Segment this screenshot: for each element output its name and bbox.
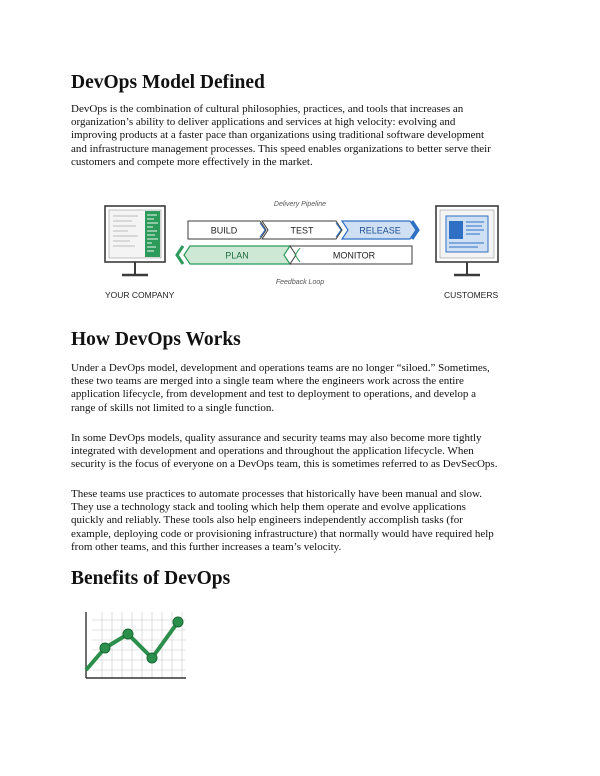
customers-monitor-icon — [436, 206, 498, 275]
chart-point — [123, 629, 133, 639]
customers-caption: CUSTOMERS — [444, 290, 499, 300]
text-line: application lifecycle, from development and test to deployment to operations, and develop a — [71, 388, 477, 401]
chart-point — [100, 643, 110, 653]
text-line: Under a DevOps model, development and operations teams are no longer “siloed.” Sometimes, — [71, 362, 490, 374]
company-caption: YOUR COMPANY — [105, 290, 175, 300]
paragraph-works-2 — [71, 432, 541, 472]
text-line: from other teams, and this further increases a team’s velocity. — [71, 540, 342, 553]
text-line: quickly and reliably. These tools also help engineers independently accomplish tasks (for — [71, 514, 463, 527]
text-line: and infrastructure management processes. This speed enables organizations to better serve their — [71, 142, 491, 155]
devops-pipeline-diagram — [100, 194, 500, 306]
paragraph-model — [71, 103, 541, 169]
pipeline-label: Delivery Pipeline — [273, 201, 327, 208]
paragraph-works-3 — [71, 488, 541, 554]
text-line: customers and compete more effectively in the market. — [71, 155, 313, 168]
text-line: In some DevOps models, quality assurance and security teams may also become more tightly — [71, 432, 482, 444]
text-line: security is the focus of everyone on a DevOps team, this is sometimes referred to as DevSecOps. — [71, 458, 498, 471]
company-monitor-icon — [105, 206, 165, 275]
feedback-loop — [177, 246, 412, 264]
text-line: These teams use practices to automate processes that historically have been manual and slow. — [71, 488, 483, 500]
text-line: DevOps is the combination of cultural philosophies, practices, and tools that increases an — [71, 103, 464, 115]
heading-benefits-of-devops: Benefits of DevOps — [71, 568, 231, 589]
heading-how-devops-works: How DevOps Works — [71, 329, 241, 350]
growth-chart-icon — [82, 610, 188, 682]
chart-point — [173, 617, 183, 627]
text-line: example, deploying code or provisioning infrastructure) that normally would have required help — [71, 527, 494, 540]
chart-point — [147, 653, 157, 663]
build-label: BUILD — [210, 225, 238, 236]
feedback-label: Feedback Loop — [275, 279, 325, 286]
test-label: TEST — [290, 225, 314, 236]
release-label: RELEASE — [359, 225, 401, 236]
delivery-pipeline — [188, 221, 418, 239]
plan-label: PLAN — [225, 250, 249, 261]
text-line: improving products at a faster pace than organizations using traditional software development — [71, 129, 485, 142]
text-line: these two teams are merged into a single team where the engineers work across the entire — [71, 375, 464, 388]
text-line: organization’s ability to deliver applications and services at high velocity: evolving and — [71, 116, 456, 129]
text-line: integrated with development and operations and throughout the application lifecycle. When — [71, 445, 474, 458]
text-line: range of skills not limited to a single function. — [71, 401, 275, 414]
paragraph-works-1 — [71, 362, 541, 415]
heading-devops-model-defined: DevOps Model Defined — [71, 72, 265, 93]
monitor-label: MONITOR — [332, 250, 376, 261]
text-line: They use a technology stack and tooling which help them operate and evolve applications — [71, 501, 466, 514]
